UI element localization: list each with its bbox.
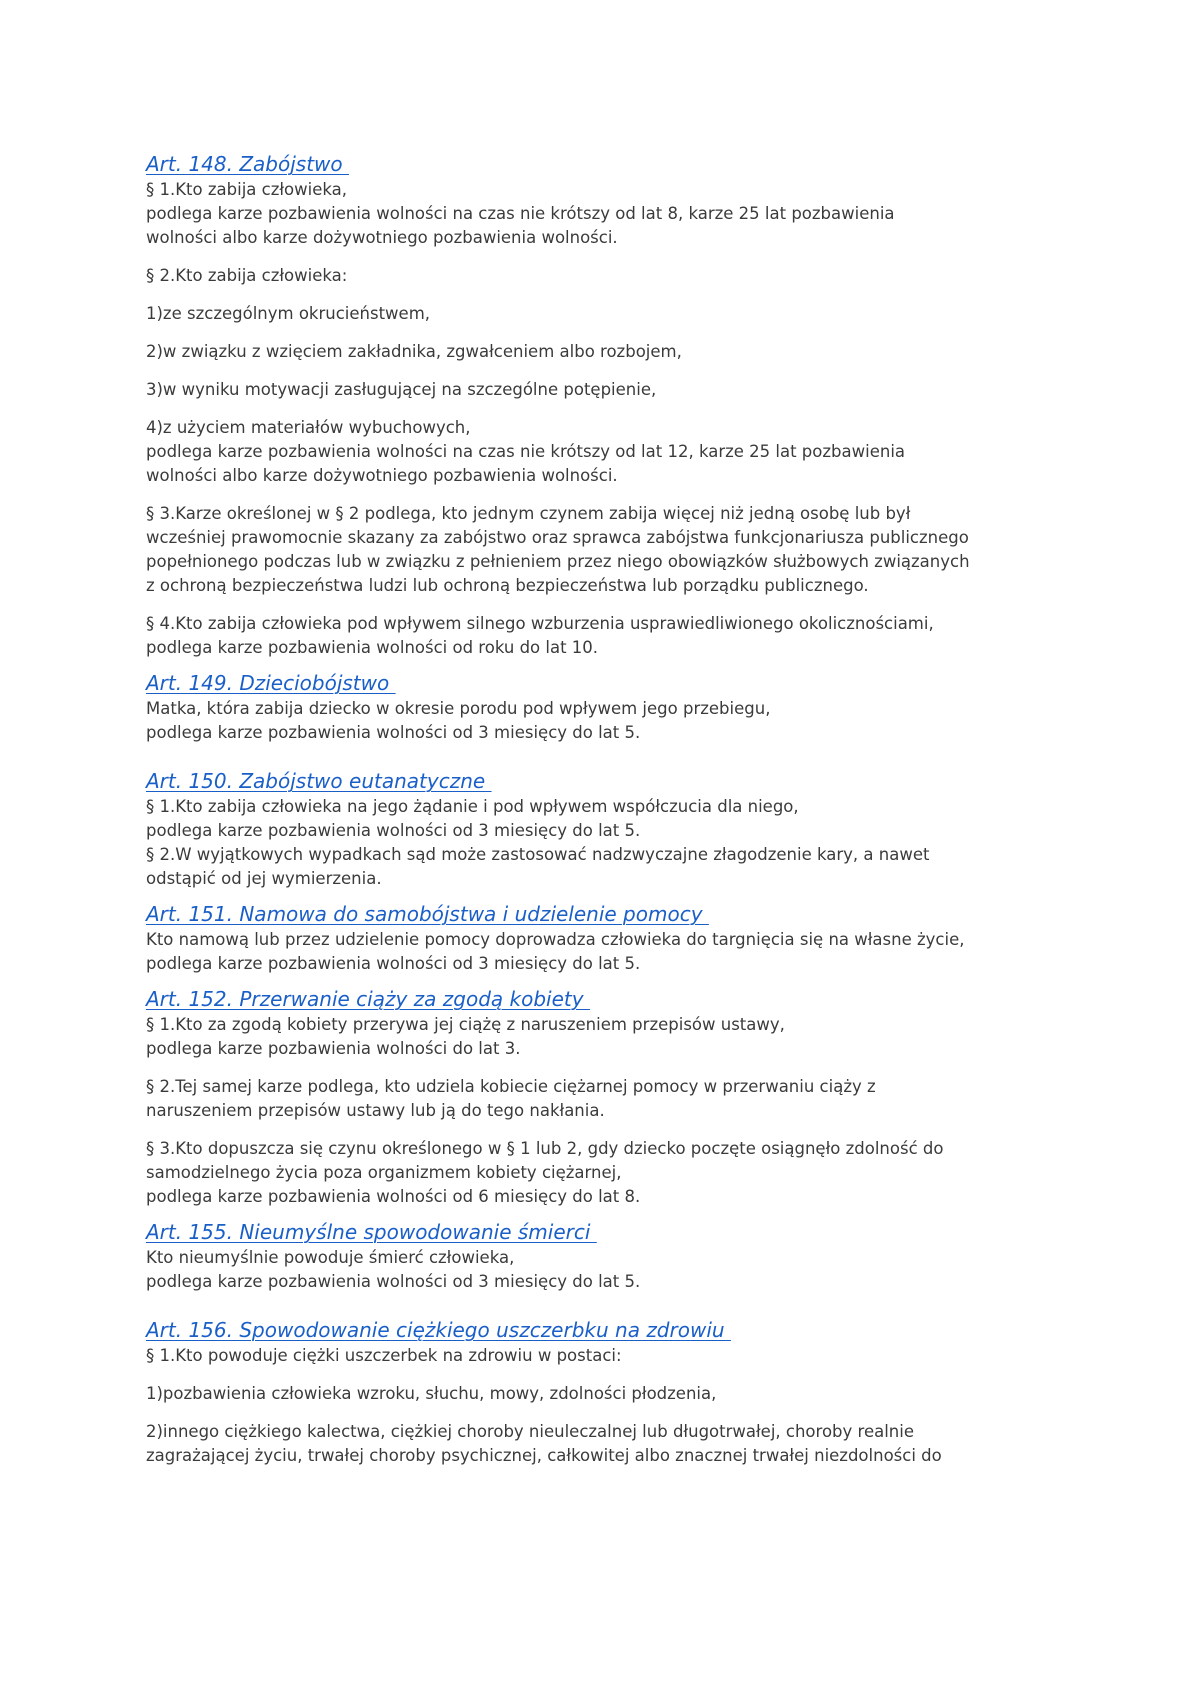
paragraph: 1)pozbawienia człowieka wzroku, słuchu, mowy, zdolności płodzenia, <box>146 1384 717 1403</box>
paragraph: 2)innego ciężkiego kalectwa, ciężkiej choroby nieuleczalnej lub długotrwałej, choroby realnie zagrażającej życiu, trwałej choroby psychicznej, całkowitej albo znacznej trwałej niezdolności do <box>146 1422 942 1465</box>
paragraph: § 4.Kto zabija człowieka pod wpływem silnego wzburzenia usprawiedliwionego okolicznościami, podlega karze pozbawienia wolności od roku do lat 10. <box>146 614 934 657</box>
paragraph: § 3.Kto dopuszcza się czynu określonego w § 1 lub 2, gdy dziecko poczęte osiągnęło zdolność do samodzielnego życia poza organizmem kobiety ciężarnej, podlega karze pozbawienia wolności od 6 miesięcy do lat 8. <box>146 1139 944 1206</box>
article-148 <box>146 150 1076 660</box>
document-page <box>146 150 1076 1468</box>
article-heading-link[interactable]: Art. 152. Przerwanie ciąży za zgodą kobiety <box>146 987 590 1011</box>
paragraph: § 1.Kto powoduje ciężki uszczerbek na zdrowiu w postaci: <box>146 1346 622 1365</box>
article-heading-link[interactable]: Art. 151. Namowa do samobójstwa i udzielenie pomocy <box>146 902 709 926</box>
article-heading-link[interactable]: Art. 149. Dzieciobójstwo <box>146 671 396 695</box>
article-155 <box>146 1218 1076 1294</box>
paragraph: 4)z użyciem materiałów wybuchowych, podlega karze pozbawienia wolności na czas nie krótszy od lat 12, karze 25 lat pozbawienia wolności albo karze dożywotniego pozbawienia wolności. <box>146 418 906 485</box>
article-152 <box>146 985 1076 1209</box>
article-156 <box>146 1316 1076 1468</box>
paragraph: § 2.Tej samej karze podlega, kto udziela kobiecie ciężarnej pomocy w przerwaniu ciąży z naruszeniem przepisów ustawy lub ją do tego nakłania. <box>146 1077 876 1120</box>
paragraph: 3)w wyniku motywacji zasługującej na szczególne potępienie, <box>146 380 657 399</box>
article-151 <box>146 900 1076 976</box>
paragraph: 1)ze szczególnym okrucieństwem, <box>146 304 431 323</box>
paragraph: 2)w związku z wzięciem zakładnika, zgwałceniem albo rozbojem, <box>146 342 682 361</box>
article-heading-link[interactable]: Art. 156. Spowodowanie ciężkiego uszczerbku na zdrowiu <box>146 1318 731 1342</box>
paragraph: § 3.Karze określonej w § 2 podlega, kto jednym czynem zabija więcej niż jedną osobę lub był wcześniej prawomocnie skazany za zabójstwo oraz sprawca zabójstwa funkcjonariusza publicznego popełnionego podczas lub w związku z pełnieniem przez niego obowiązków służbowych związanych z ochroną bezpieczeństwa ludzi lub ochroną bezpieczeństwa lub porządku publicznego. <box>146 504 970 595</box>
article-heading-link[interactable]: Art. 155. Nieumyślne spowodowanie śmierci <box>146 1220 597 1244</box>
article-150 <box>146 767 1076 891</box>
paragraph: § 2.Kto zabija człowieka: <box>146 266 348 285</box>
paragraph: Kto namową lub przez udzielenie pomocy doprowadza człowieka do targnięcia się na własne życie, podlega karze pozbawienia wolności od 3 miesięcy do lat 5. <box>146 930 965 973</box>
paragraph: § 1.Kto zabija człowieka, podlega karze pozbawienia wolności na czas nie krótszy od lat 8, karze 25 lat pozbawienia wolności albo karze dożywotniego pozbawienia wolności. <box>146 180 895 247</box>
article-heading-link[interactable]: Art. 150. Zabójstwo eutanatyczne <box>146 769 492 793</box>
paragraph: § 1.Kto zabija człowieka na jego żądanie i pod wpływem współczucia dla niego, podlega karze pozbawienia wolności od 3 miesięcy do lat 5. § 2.W wyjątkowych wypadkach sąd może zastosować nadzwyczajne złagodzenie kary, a nawet odstąpić od jej wymierzenia. <box>146 797 930 888</box>
paragraph: Matka, która zabija dziecko w okresie porodu pod wpływem jego przebiegu, podlega karze pozbawienia wolności od 3 miesięcy do lat 5. <box>146 699 771 742</box>
paragraph: § 1.Kto za zgodą kobiety przerywa jej ciążę z naruszeniem przepisów ustawy, podlega karze pozbawienia wolności do lat 3. <box>146 1015 785 1058</box>
article-149 <box>146 669 1076 745</box>
paragraph: Kto nieumyślnie powoduje śmierć człowieka, podlega karze pozbawienia wolności od 3 miesięcy do lat 5. <box>146 1248 641 1291</box>
article-heading-link[interactable]: Art. 148. Zabójstwo <box>146 152 350 176</box>
